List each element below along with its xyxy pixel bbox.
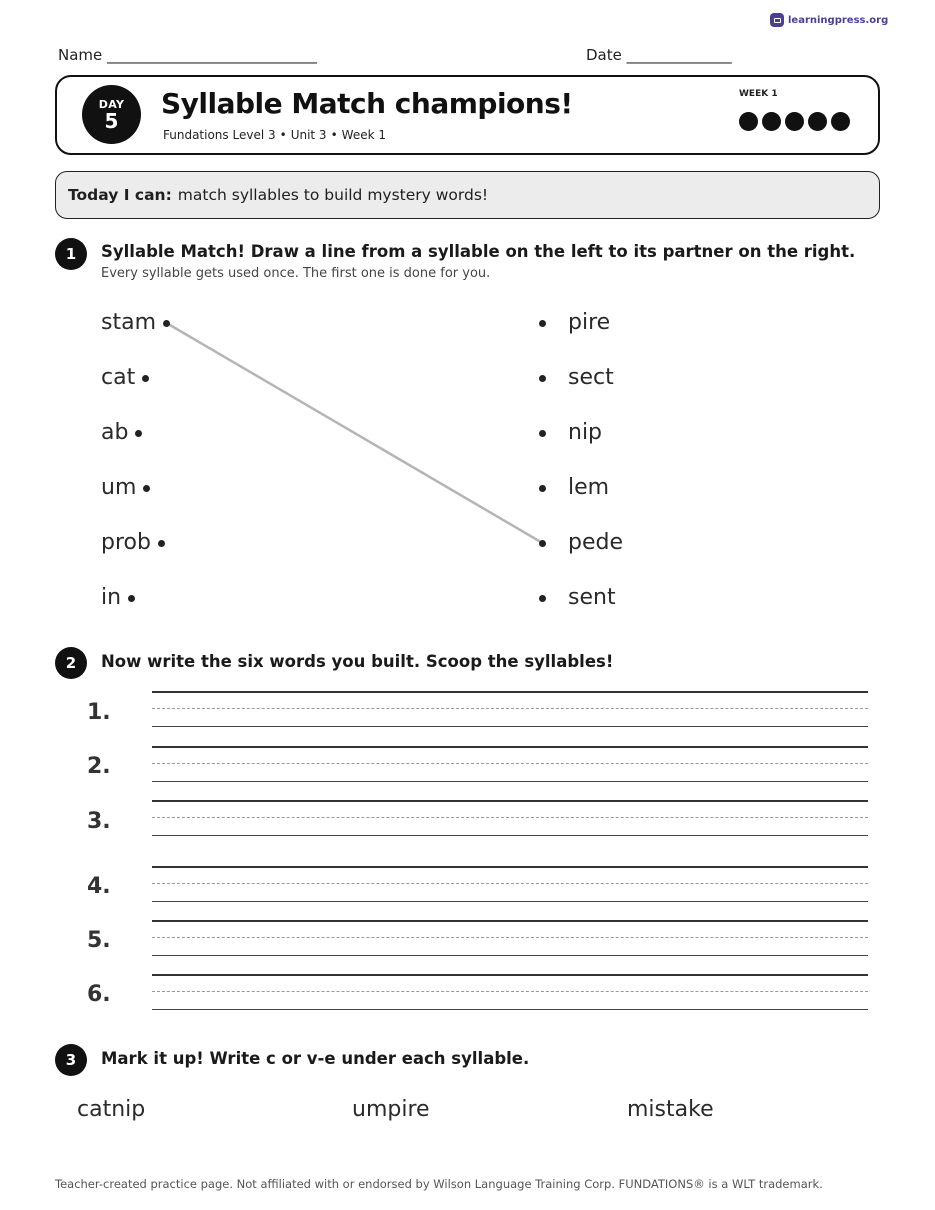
week-progress-dots — [739, 112, 850, 131]
handwriting-guide-top — [152, 920, 868, 922]
mark-up-word: umpire — [352, 1097, 430, 1122]
left-syllable — [101, 310, 170, 336]
left-syllable — [101, 530, 165, 556]
left-syllable-text: in — [101, 585, 122, 610]
left-syllable — [101, 365, 149, 391]
right-match-dot[interactable] — [539, 375, 546, 382]
mark-up-word: catnip — [77, 1097, 146, 1122]
writing-line-number: 1. — [87, 700, 111, 725]
handwriting-guide-base — [152, 726, 868, 727]
left-syllable — [101, 475, 150, 501]
week-progress-dot — [785, 112, 804, 131]
week-progress-dot — [739, 112, 758, 131]
day-badge — [82, 85, 141, 144]
week-label: WEEK 1 — [739, 89, 778, 99]
handwriting-guide-mid — [152, 817, 868, 818]
writing-line-number: 5. — [87, 928, 111, 953]
handwriting-guide-top — [152, 691, 868, 693]
handwriting-line[interactable] — [152, 920, 868, 956]
week-progress-dot — [831, 112, 850, 131]
question-number-2: 2 — [55, 647, 87, 679]
header-box — [55, 75, 880, 155]
handwriting-line[interactable] — [152, 691, 868, 727]
brand-logo — [770, 13, 888, 27]
right-match-dot[interactable] — [539, 430, 546, 437]
question-number-3: 3 — [55, 1044, 87, 1076]
learning-goal — [55, 171, 880, 219]
right-syllable — [539, 585, 616, 611]
right-syllable-text: nip — [568, 420, 603, 445]
handwriting-guide-mid — [152, 763, 868, 764]
question-1-title: Syllable Match! Draw a line from a syllable on the left to its partner on the right. — [101, 242, 856, 261]
handwriting-guide-mid — [152, 937, 868, 938]
left-syllable-text: cat — [101, 365, 136, 390]
left-syllable-text: stam — [101, 310, 156, 335]
question-1-subtitle: Every syllable gets used once. The first one is done for you. — [101, 266, 491, 281]
right-match-dot[interactable] — [539, 595, 546, 602]
day-number: 5 — [104, 109, 119, 133]
right-syllable-text: sect — [568, 365, 614, 390]
handwriting-line[interactable] — [152, 800, 868, 836]
left-syllable — [101, 585, 135, 611]
handwriting-guide-top — [152, 974, 868, 976]
page-title: Syllable Match champions! — [161, 87, 573, 120]
question-3-title: Mark it up! Write c or v-e under each syllable. — [101, 1049, 530, 1068]
question-number-1: 1 — [55, 238, 87, 270]
left-syllable-text: prob — [101, 530, 151, 555]
handwriting-guide-top — [152, 800, 868, 802]
day-label: DAY — [98, 98, 125, 111]
right-syllable — [539, 365, 614, 391]
week-progress-dot — [808, 112, 827, 131]
left-syllable — [101, 420, 142, 446]
handwriting-guide-top — [152, 866, 868, 868]
footer-disclaimer: Teacher-created practice page. Not affiliated with or endorsed by Wilson Language Training Corp. FUNDATIONS® is a WLT trademark. — [55, 1177, 823, 1191]
left-syllable-text: um — [101, 475, 137, 500]
subtitle-unit: Unit 3 — [290, 128, 327, 142]
handwriting-guide-base — [152, 781, 868, 782]
week-progress-dot — [762, 112, 781, 131]
writing-line-number: 3. — [87, 809, 111, 834]
page-subtitle — [163, 128, 386, 142]
subtitle-separator: • — [279, 128, 287, 142]
right-syllable — [539, 530, 623, 556]
handwriting-guide-base — [152, 835, 868, 836]
right-syllable-text: sent — [568, 585, 616, 610]
date-field: Date ______________ — [586, 46, 732, 64]
handwriting-line[interactable] — [152, 866, 868, 902]
right-syllable-text: pire — [568, 310, 611, 335]
writing-line-number: 4. — [87, 874, 111, 899]
handwriting-guide-base — [152, 955, 868, 956]
left-match-dot[interactable] — [163, 320, 170, 327]
right-syllable-text: pede — [568, 530, 623, 555]
question-2-title: Now write the six words you built. Scoop the syllables! — [101, 652, 614, 671]
right-syllable-text: lem — [568, 475, 610, 500]
writing-line-number: 6. — [87, 982, 111, 1007]
left-match-dot[interactable] — [158, 540, 165, 547]
right-match-dot[interactable] — [539, 485, 546, 492]
left-match-dot[interactable] — [142, 375, 149, 382]
handwriting-guide-top — [152, 746, 868, 748]
left-match-dot[interactable] — [128, 595, 135, 602]
right-syllable — [539, 310, 610, 336]
right-match-dot[interactable] — [539, 320, 546, 327]
brand-text: learningpress.org — [788, 14, 889, 26]
handwriting-guide-mid — [152, 883, 868, 884]
left-match-dot[interactable] — [135, 430, 142, 437]
goal-text: match syllables to build mystery words! — [177, 186, 489, 204]
mark-up-word: mistake — [627, 1097, 714, 1122]
right-syllable — [539, 420, 602, 446]
handwriting-line[interactable] — [152, 746, 868, 782]
writing-line-number: 2. — [87, 754, 111, 779]
left-match-dot[interactable] — [143, 485, 150, 492]
handwriting-guide-base — [152, 901, 868, 902]
subtitle-level: Fundations Level 3 — [163, 128, 276, 142]
handwriting-guide-base — [152, 1009, 868, 1010]
name-field: Name ____________________________ — [58, 46, 318, 64]
example-match-line — [167, 323, 543, 543]
goal-label: Today I can: — [68, 186, 172, 204]
handwriting-guide-mid — [152, 991, 868, 992]
handwriting-guide-mid — [152, 708, 868, 709]
subtitle-separator: • — [330, 128, 338, 142]
right-match-dot[interactable] — [539, 540, 546, 547]
left-syllable-text: ab — [101, 420, 129, 445]
book-icon — [770, 13, 784, 27]
subtitle-week: Week 1 — [341, 128, 386, 142]
right-syllable — [539, 475, 609, 501]
handwriting-line[interactable] — [152, 974, 868, 1010]
